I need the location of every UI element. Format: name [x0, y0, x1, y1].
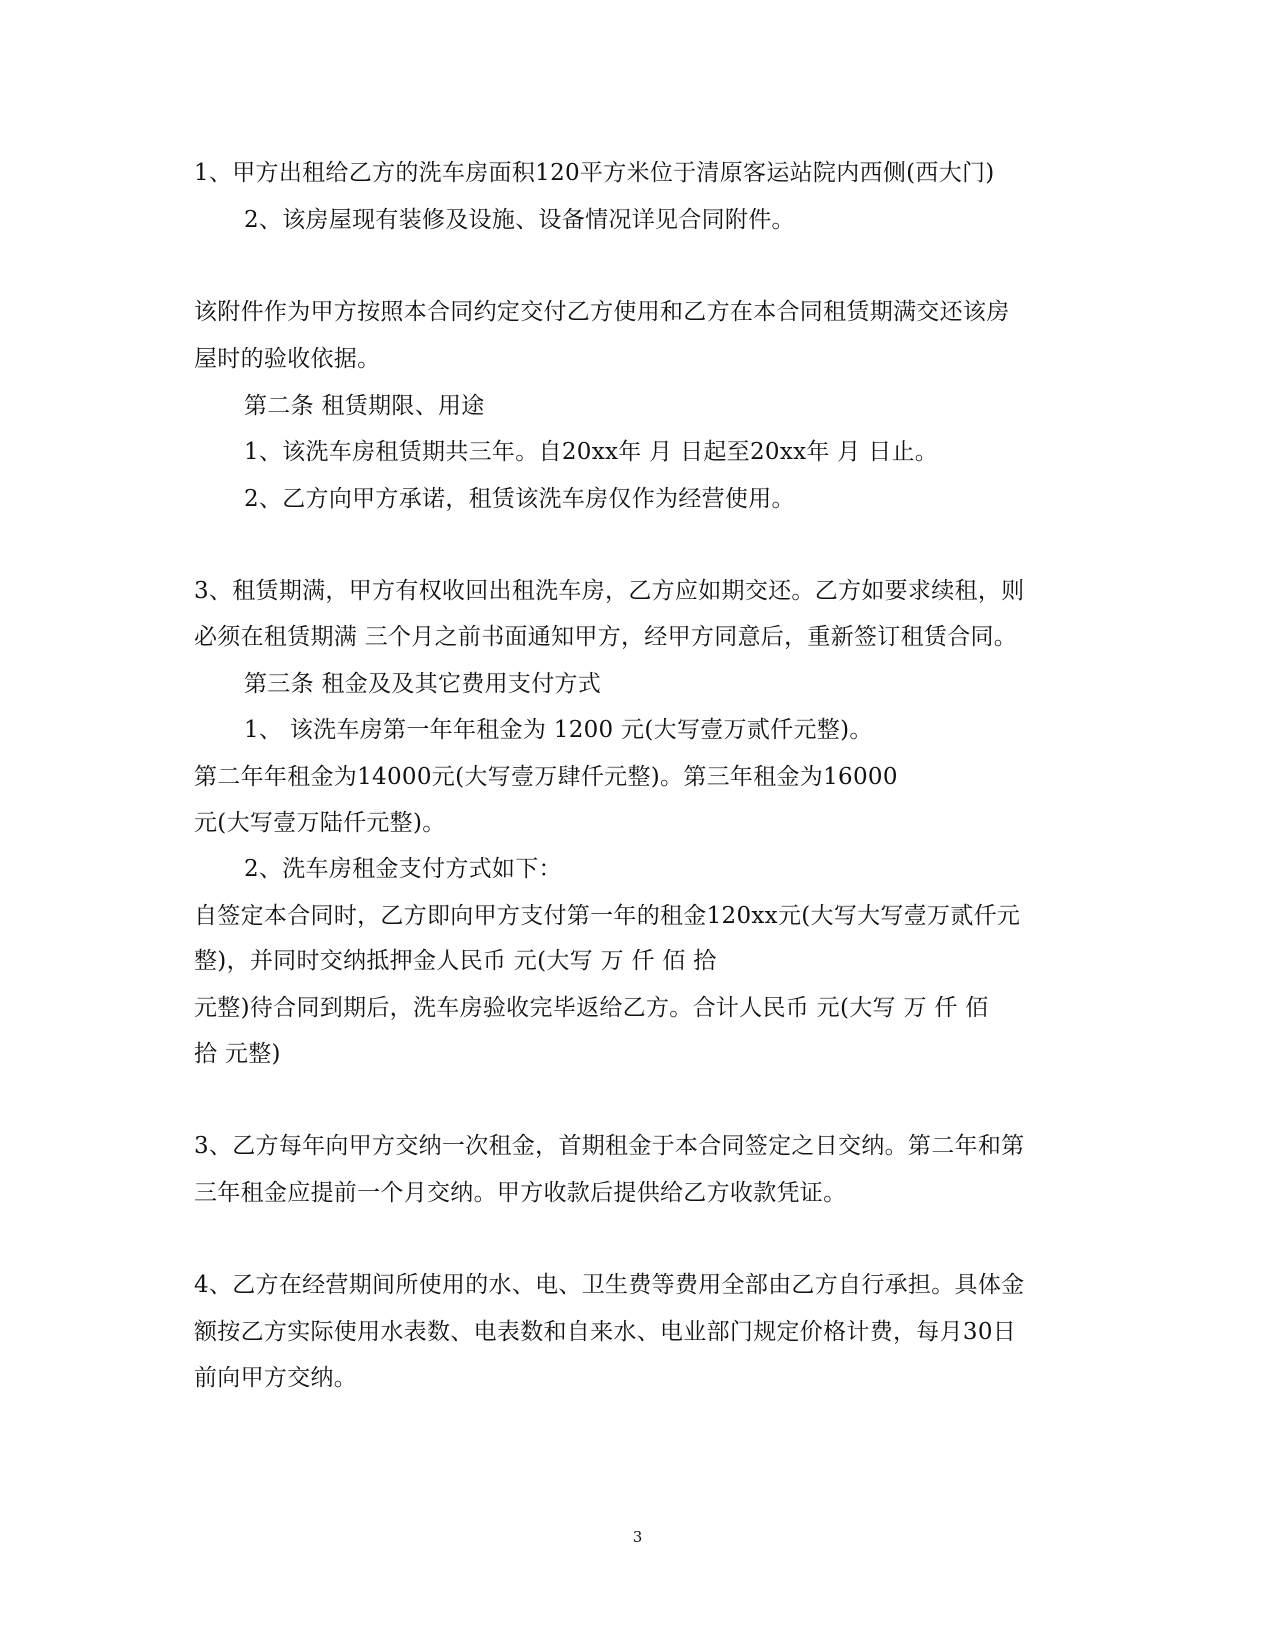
annex-paragraph-line-1: 该附件作为甲方按照本合同约定交付乙方使用和乙方在本合同租赁期满交还该房: [194, 299, 1010, 325]
term-clause-3-line-1: 3、租赁期满，甲方有权收回出租洗车房，乙方应如期交还。乙方如要求续租，则: [194, 578, 1025, 604]
rent-clause-1-line-3: 元(大写壹万陆仟元整)。: [194, 810, 446, 836]
rent-clause-2-line-3: 元整)待合同到期后，洗车房验收完毕返给乙方。合计人民币 元(大写 万 仟 佰: [194, 995, 989, 1021]
rent-clause-3-line-1: 3、乙方每年向甲方交纳一次租金，首期租金于本合同签定之日交纳。第二年和第: [194, 1133, 1025, 1159]
clause-2-fixtures: 2、该房屋现有装修及设施、设备情况详见合同附件。: [244, 207, 795, 233]
rent-clause-4-line-3: 前向甲方交纳。: [194, 1365, 358, 1391]
clause-1-premises: 1、甲方出租给乙方的洗车房面积120平方米位于清原客运站院内西侧(西大门): [194, 160, 995, 186]
rent-clause-2-line-2: 整)，并同时交纳抵押金人民币 元(大写 万 仟 佰 拾: [194, 948, 717, 974]
rent-clause-4-line-2: 额按乙方实际使用水表数、电表数和自来水、电业部门规定价格计费，每月30日: [194, 1319, 1017, 1345]
rent-clause-1-line-1: 1、 该洗车房第一年年租金为 1200 元(大写壹万贰仟元整)。: [244, 717, 873, 743]
article-2-heading: 第二条 租赁期限、用途: [244, 393, 485, 419]
annex-paragraph-line-2: 屋时的验收依据。: [194, 346, 381, 372]
rent-clause-3-line-2: 三年租金应提前一个月交纳。甲方收款后提供给乙方收款凭证。: [194, 1180, 847, 1206]
rent-clause-2-heading: 2、洗车房租金支付方式如下：: [244, 856, 562, 882]
rent-clause-2-line-1: 自签定本合同时，乙方即向甲方支付第一年的租金120xx元(大写大写壹万贰仟元: [194, 903, 1021, 929]
term-clause-1: 1、该洗车房租赁期共三年。自20xx年 月 日起至20xx年 月 日止。: [244, 439, 939, 465]
rent-clause-4-line-1: 4、乙方在经营期间所使用的水、电、卫生费等费用全部由乙方自行承担。具体金: [194, 1272, 1025, 1298]
article-3-heading: 第三条 租金及及其它费用支付方式: [244, 671, 602, 697]
rent-clause-2-line-4: 拾 元整): [194, 1041, 281, 1067]
term-clause-2: 2、乙方向甲方承诺，租赁该洗车房仅作为经营使用。: [244, 486, 795, 512]
rent-clause-1-line-2: 第二年年租金为14000元(大写壹万肆仟元整)。第三年租金为16000: [194, 764, 898, 790]
page-number: 3: [632, 1528, 643, 1546]
term-clause-3-line-2: 必须在租赁期满 三个月之前书面通知甲方，经甲方同意后，重新签订租赁合同。: [194, 624, 1018, 650]
